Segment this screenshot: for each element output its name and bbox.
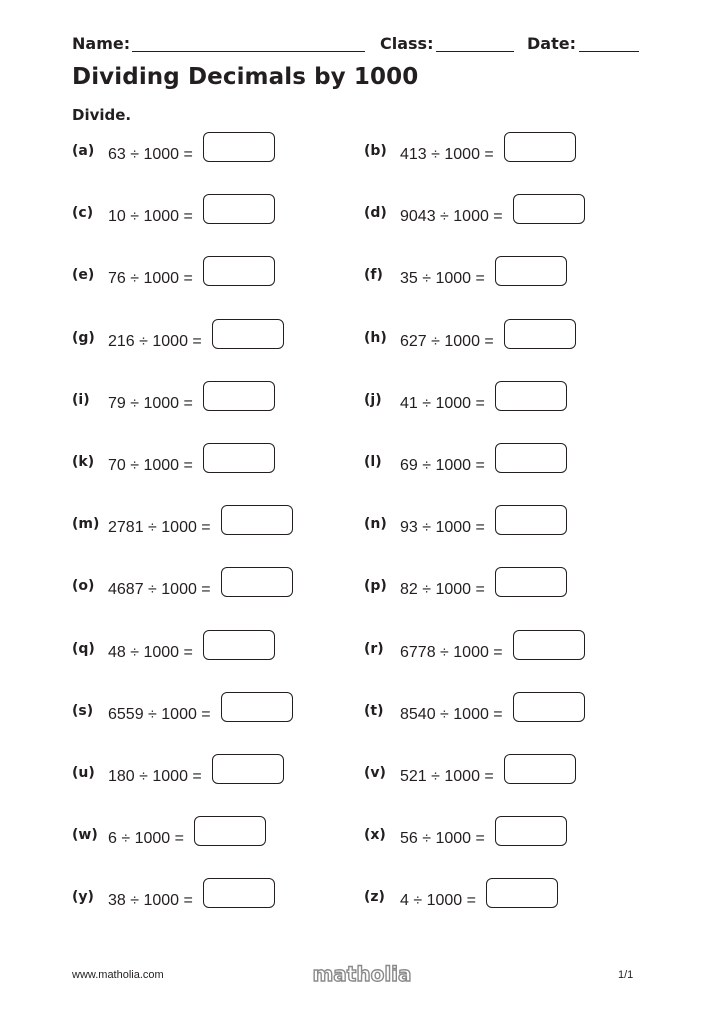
question-letter: (d) [364, 205, 387, 222]
name-line[interactable] [132, 51, 365, 52]
answer-box[interactable] [203, 194, 275, 224]
answer-box[interactable] [495, 256, 567, 286]
question-letter: (x) [364, 827, 386, 844]
question-item [72, 392, 362, 432]
answer-box[interactable] [203, 878, 275, 908]
student-info-header [72, 30, 642, 56]
answer-box[interactable] [504, 754, 576, 784]
answer-box[interactable] [513, 194, 585, 224]
page-number: 1/1 [618, 969, 634, 981]
answer-box[interactable] [203, 132, 275, 162]
page-title: Dividing Decimals by 1000 [72, 64, 419, 90]
question-letter: (f) [364, 267, 383, 284]
class-label: Class: [380, 34, 434, 53]
question-item [72, 765, 362, 805]
question-expression: 70 ÷ 1000 = [108, 457, 193, 474]
question-item [364, 578, 654, 618]
date-label: Date: [527, 34, 576, 53]
question-expression: 2781 ÷ 1000 = [108, 519, 211, 537]
question-expression: 35 ÷ 1000 = [400, 270, 485, 288]
question-letter: (m) [72, 516, 100, 533]
question-expression: 8540 ÷ 1000 = [400, 705, 503, 723]
question-letter: (s) [72, 702, 94, 719]
question-expression: 10 ÷ 1000 = [108, 208, 193, 226]
question-item [364, 454, 654, 494]
matholia-logo-icon [312, 960, 412, 988]
question-item [72, 889, 362, 929]
question-expression: 82 ÷ 1000 = [400, 581, 485, 599]
question-letter: (t) [364, 702, 384, 719]
answer-box[interactable] [495, 443, 567, 473]
question-item [364, 703, 654, 743]
question-item [72, 703, 362, 743]
question-expression: 56 ÷ 1000 = [400, 830, 485, 848]
question-letter: (q) [72, 640, 95, 657]
question-expression: 79 ÷ 1000 = [108, 394, 193, 412]
question-expression: 4687 ÷ 1000 = [108, 581, 211, 599]
answer-box[interactable] [504, 319, 576, 349]
question-letter: (l) [364, 454, 382, 470]
logo-text: matholia [312, 962, 412, 986]
question-letter: (v) [364, 765, 386, 781]
question-expression: 38 ÷ 1000 = [108, 892, 193, 910]
question-expression: 76 ÷ 1000 = [108, 270, 193, 288]
question-letter: (b) [364, 143, 387, 159]
question-expression: 93 ÷ 1000 = [400, 519, 485, 537]
question-letter: (u) [72, 765, 95, 781]
question-expression: 6778 ÷ 1000 = [400, 643, 503, 661]
question-letter: (j) [364, 391, 382, 408]
name-label: Name: [72, 34, 131, 53]
answer-box[interactable] [212, 319, 284, 349]
question-expression: 41 ÷ 1000 = [400, 394, 485, 412]
question-item [364, 205, 654, 245]
question-expression: 63 ÷ 1000 = [108, 146, 193, 163]
answer-box[interactable] [495, 567, 567, 597]
question-item [72, 267, 362, 307]
question-letter: (h) [364, 329, 387, 346]
footer-website: www.matholia.com [72, 969, 164, 981]
question-item [364, 889, 654, 929]
question-item [364, 516, 654, 556]
answer-box[interactable] [221, 692, 293, 722]
answer-box[interactable] [513, 692, 585, 722]
answer-box[interactable] [504, 132, 576, 162]
question-expression: 6559 ÷ 1000 = [108, 705, 211, 723]
question-item [364, 765, 654, 805]
answer-box[interactable] [486, 878, 558, 908]
answer-box[interactable] [203, 630, 275, 660]
question-letter: (o) [72, 578, 95, 595]
question-item [72, 641, 362, 681]
question-letter: (w) [72, 827, 98, 844]
question-letter: (z) [364, 889, 385, 906]
question-expression: 69 ÷ 1000 = [400, 457, 485, 474]
question-item [364, 267, 654, 307]
answer-box[interactable] [194, 816, 266, 846]
question-letter: (n) [364, 516, 387, 533]
question-item [364, 392, 654, 432]
answer-box[interactable] [495, 816, 567, 846]
question-item [72, 143, 362, 183]
question-letter: (e) [72, 267, 95, 284]
question-item [364, 641, 654, 681]
answer-box[interactable] [495, 381, 567, 411]
question-item [72, 330, 362, 370]
answer-box[interactable] [513, 630, 585, 660]
question-letter: (k) [72, 454, 95, 470]
question-item [72, 454, 362, 494]
question-item [364, 143, 654, 183]
question-expression: 180 ÷ 1000 = [108, 768, 202, 785]
question-item [72, 578, 362, 618]
question-letter: (c) [72, 205, 94, 222]
question-letter: (g) [72, 329, 95, 346]
question-letter: (p) [364, 578, 387, 595]
question-expression: 6 ÷ 1000 = [108, 830, 184, 848]
question-expression: 4 ÷ 1000 = [400, 892, 476, 910]
answer-box[interactable] [203, 443, 275, 473]
answer-box[interactable] [221, 567, 293, 597]
question-letter: (r) [364, 640, 384, 657]
date-line[interactable] [579, 51, 639, 52]
answer-box[interactable] [221, 505, 293, 535]
question-item [364, 330, 654, 370]
question-expression: 521 ÷ 1000 = [400, 768, 494, 785]
answer-box[interactable] [495, 505, 567, 535]
question-item [72, 827, 362, 867]
matholia-logo [312, 960, 412, 992]
question-item [72, 205, 362, 245]
question-expression: 48 ÷ 1000 = [108, 643, 193, 661]
question-letter: (a) [72, 143, 95, 159]
question-letter: (i) [72, 391, 90, 408]
question-expression: 413 ÷ 1000 = [400, 146, 494, 163]
answer-box[interactable] [212, 754, 284, 784]
instruction-text: Divide. [72, 106, 132, 124]
question-item [72, 516, 362, 556]
question-letter: (y) [72, 889, 94, 906]
question-expression: 9043 ÷ 1000 = [400, 208, 503, 226]
question-expression: 216 ÷ 1000 = [108, 332, 202, 350]
answer-box[interactable] [203, 256, 275, 286]
question-expression: 627 ÷ 1000 = [400, 332, 494, 350]
question-item [364, 827, 654, 867]
class-line[interactable] [436, 51, 514, 52]
answer-box[interactable] [203, 381, 275, 411]
